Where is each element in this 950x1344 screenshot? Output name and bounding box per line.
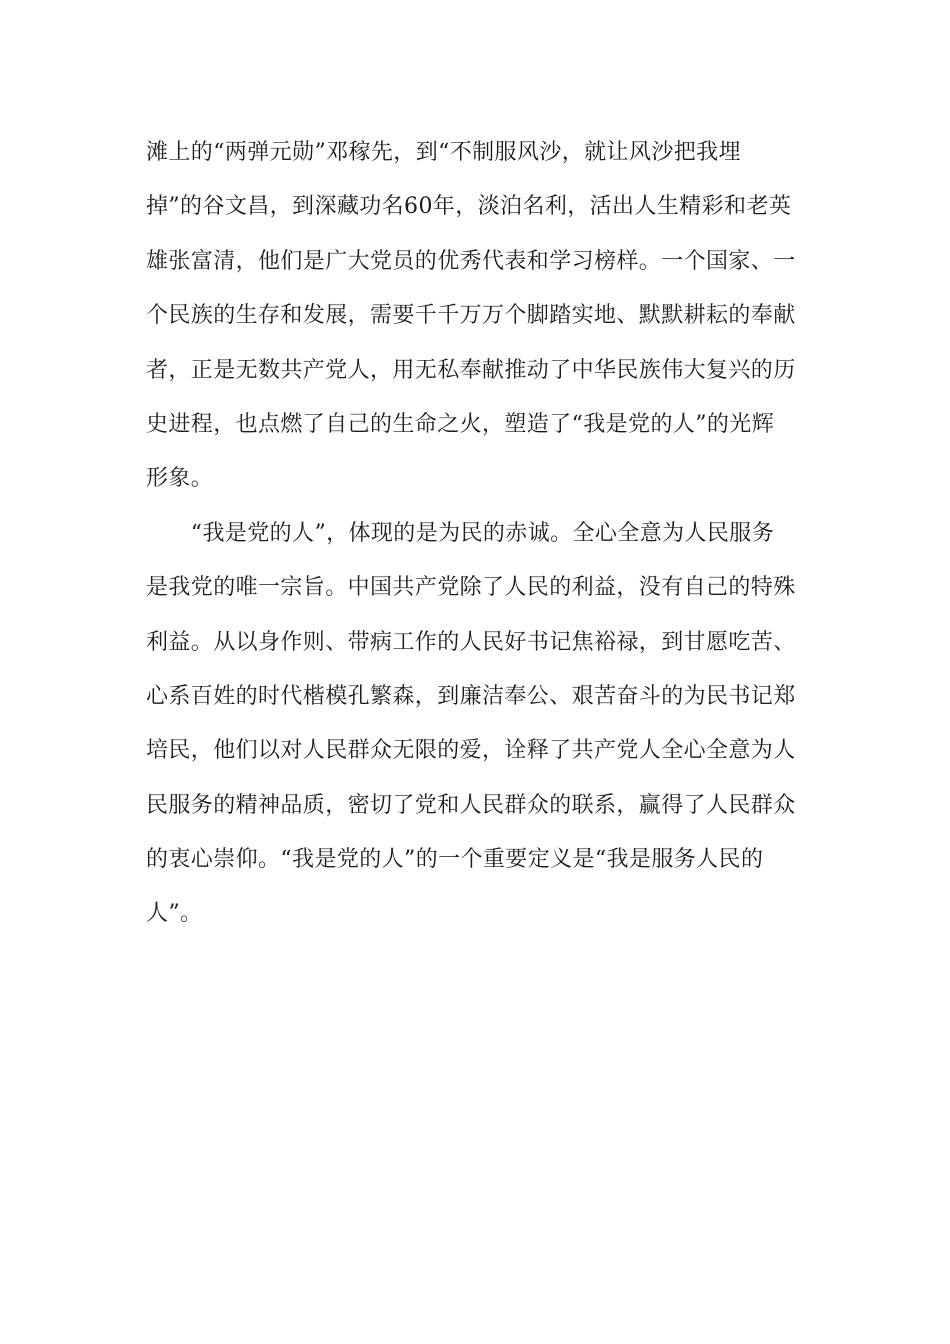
paragraph-line: 史进程，也点燃了自己的生命之火，塑造了“我是党的人”的光辉 [146, 411, 775, 437]
paragraph-line: 滩上的“两弹元勋”邓稼先，到“不制服风沙，就让风沙把我埋 [146, 140, 741, 165]
paragraph-line: 的衷心崇仰。“我是党的人”的一个重要定义是“我是服务人民的 [146, 847, 764, 873]
paragraph-line: 人”。 [146, 901, 203, 927]
paragraph-line: 是我党的唯一宗旨。中国共产党除了人民的利益，没有自己的特殊 [146, 575, 796, 601]
paragraph-line: 个民族的生存和发展，需要千千万万个脚踏实地、默默耕耘的奉献 [146, 303, 796, 329]
document-body [146, 133, 806, 949]
paragraph-line: 民服务的精神品质，密切了党和人民群众的联系，赢得了人民群众 [146, 792, 796, 818]
paragraph-line: 者，正是无数共产党人，用无私奉献推动了中华民族伟大复兴的历 [146, 357, 796, 383]
paragraph-line: “我是党的人”，体现的是为民的赤诚。全心全意为人民服务 [146, 520, 775, 546]
paragraph-line: 形象。 [146, 466, 214, 492]
paragraph-1 [146, 133, 806, 514]
paragraph-line: 雄张富清，他们是广大党员的优秀代表和学习榜样。一个国家、一 [146, 248, 796, 274]
paragraph-line: 掉”的谷文昌，到深藏功名60年，淡泊名利，活出人生精彩和老英 [146, 194, 792, 220]
paragraph-2 [146, 514, 806, 949]
paragraph-line: 心系百姓的时代楷模孔繁森，到廉洁奉公、艰苦奋斗的为民书记郑 [146, 683, 796, 709]
paragraph-line: 利益。从以身作则、带病工作的人民好书记焦裕禄，到甘愿吃苦、 [146, 629, 796, 655]
paragraph-line: 培民，他们以对人民群众无限的爱，诠释了共产党人全心全意为人 [146, 738, 796, 764]
